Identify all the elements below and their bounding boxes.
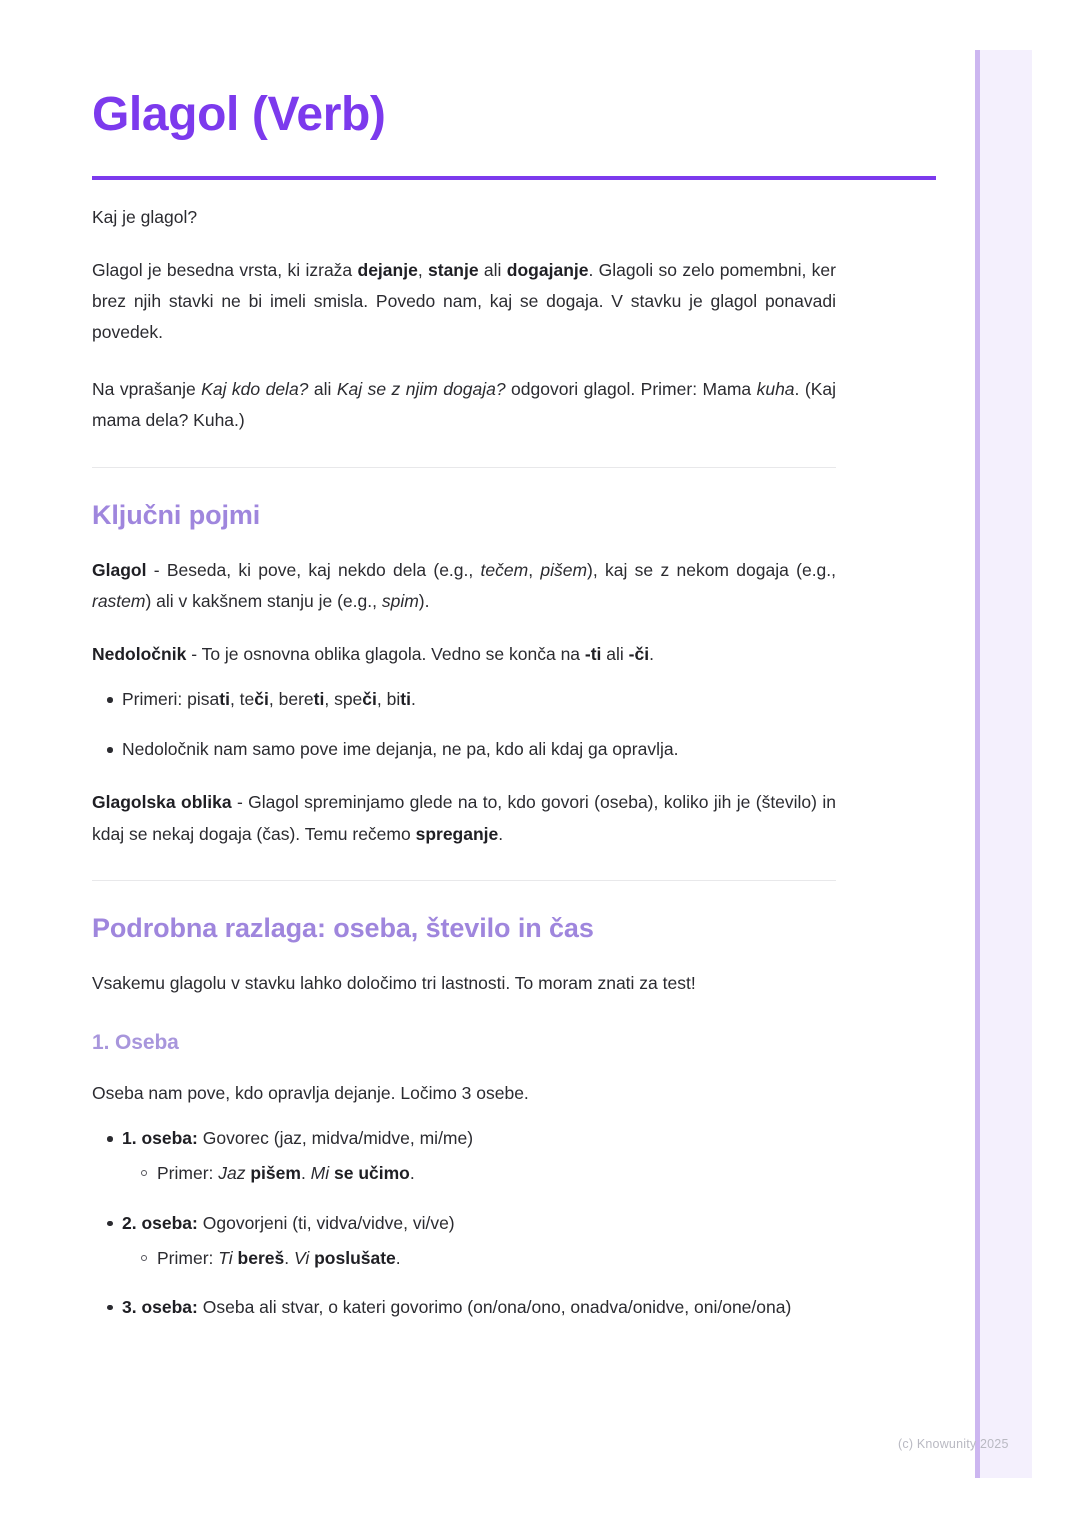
intro-p2-italic-question-2: Kaj se z njim dogaja? (336, 379, 506, 400)
oseba-2-verb-2: poslušate (309, 1247, 396, 1268)
key-term-glagol-example-4: spim (381, 590, 419, 611)
intro-p1-c: , (417, 259, 429, 280)
spacer (92, 1056, 836, 1078)
primeri-bold-1: ti (219, 689, 230, 710)
spacer (92, 533, 836, 555)
spacer (92, 999, 836, 1029)
intro-p2-italic-question-1: Kaj kdo dela? (201, 379, 309, 400)
spacer (92, 468, 836, 498)
spacer (92, 765, 836, 787)
primeri-text-5: , bi (376, 689, 401, 710)
spacer (92, 437, 836, 467)
oseba-2-example-list (122, 1243, 836, 1273)
key-term-nedolocnik-a: - To je osnovna oblika glagola. Vedno se konča na (186, 643, 585, 664)
primeri-bold-2: či (254, 689, 269, 710)
primeri-bold-4: či (362, 689, 377, 710)
oseba-2-example-prefix: Primer: (157, 1247, 219, 1268)
oseba-1-text: Govorec (jaz, midva/midve, mi/me) (197, 1128, 474, 1149)
list-item (122, 684, 836, 715)
key-term-glagolska-oblika (92, 787, 836, 849)
intro-p1-a: Glagol je besedna vrsta, ki izraža (92, 259, 358, 280)
list-item (122, 1292, 836, 1323)
key-term-glagol-d: ) ali v kakšnem stanju je (e.g., (145, 590, 382, 611)
key-term-glagol-b: , (528, 559, 541, 580)
oseba-3-text: Oseba ali stvar, o kateri govorimo (on/ona/ono, onadva/onidve, oni/one/ona) (197, 1296, 792, 1317)
nedolocnik-bullet-list (92, 684, 836, 765)
term-spreganje: spreganje (415, 823, 499, 844)
intro-question: Kaj je glagol? (92, 206, 198, 227)
oseba-list (92, 1123, 836, 1323)
oseba-2-pronoun-1: Ti (218, 1247, 233, 1268)
key-term-nedolocnik-b: ali (601, 643, 629, 664)
oseba-1-verb-1: pišem (245, 1163, 301, 1184)
section-heading-key-terms: Ključni pojmi (92, 499, 261, 530)
intro-paragraph-1 (92, 255, 836, 348)
spacer (92, 617, 836, 639)
suffix-ti: -ti (584, 643, 602, 664)
intro-p1-bold-dogajanje: dogajanje (506, 259, 589, 280)
oseba-1-pronoun-1: Jaz (218, 1163, 246, 1184)
primeri-label: Primeri: pisa (122, 689, 220, 710)
oseba-3-label: 3. oseba: (122, 1296, 198, 1317)
key-term-glagol-example-3: rastem (92, 590, 146, 611)
subsection-heading-oseba: 1. Oseba (92, 1030, 179, 1054)
key-term-glagolska-oblika-c: . (498, 823, 504, 844)
list-item: Nedoločnik nam samo pove ime dejanja, ne pa, kdo ali kdaj ga opravlja. (122, 734, 836, 765)
intro-p2-a: Na vprašanje (92, 379, 202, 400)
intro-p1-d: ali (478, 259, 507, 280)
spacer (92, 348, 836, 374)
key-term-glagol (92, 555, 836, 617)
key-term-glagol-a: - Beseda, ki pove, kaj nekdo dela (e.g., (146, 559, 481, 580)
key-term-glagol-e: ). (418, 590, 430, 611)
oseba-1-example-list (122, 1158, 836, 1188)
key-term-glagolska-oblika-label: Glagolska oblika (92, 792, 232, 813)
oseba-2-example-mid: . (284, 1247, 294, 1268)
oseba-1-example-suffix: . (409, 1163, 415, 1184)
spacer (92, 233, 836, 255)
key-term-glagol-label: Glagol (92, 559, 147, 580)
key-term-glagolska-oblika-a: - Glagol spreminjamo glede na to, kdo govori (oseba), koliko jih je (število) in kdaj se nekaj dogaja (čas). Temu rečemo (92, 792, 836, 844)
oseba-2-pronoun-2: Vi (293, 1247, 310, 1268)
key-term-glagol-example-2: pišem (540, 559, 588, 580)
intro-p1-e: . Glagoli so zelo pomembni, ker brez njih stavki ne bi imeli smisla. Povedo nam, kaj se dogaja. V stavku je glagol ponavadi povedek. (92, 259, 836, 343)
intro-p1-bold-stanje: stanje (428, 259, 479, 280)
right-panel-edge (975, 50, 980, 1478)
intro-p2-d: . (Kaj mama dela? Kuha.) (92, 379, 836, 431)
primeri-period: . (410, 689, 416, 710)
copyright-watermark: (c) Knowunity 2025 (898, 1437, 1009, 1451)
oseba-2-verb-1: bereš (232, 1247, 285, 1268)
key-term-nedolocnik-label: Nedoločnik (92, 643, 187, 664)
intro-p2-italic-kuha: kuha (756, 379, 795, 400)
key-term-nedolocnik (92, 639, 836, 670)
primeri-text-3: , bere (268, 689, 314, 710)
spacer (92, 1109, 836, 1123)
page-title: Glagol (Verb) (92, 88, 386, 141)
oseba-2-label: 2. oseba: (122, 1212, 198, 1233)
oseba-2-example-suffix: . (395, 1247, 401, 1268)
oseba-1-verb-2: se učimo (329, 1163, 410, 1184)
oseba-1-example-prefix: Primer: (157, 1163, 219, 1184)
spacer (92, 850, 836, 880)
document-content (92, 0, 836, 1323)
list-item (122, 1208, 836, 1273)
primeri-bold-5: ti (400, 689, 411, 710)
list-item (157, 1243, 836, 1273)
intro-p2-c: odgovori glagol. Primer: Mama (505, 379, 757, 400)
spacer (92, 946, 836, 968)
oseba-2-text: Ogovorjeni (ti, vidva/vidve, vi/ve) (197, 1212, 455, 1233)
spacer (92, 881, 836, 911)
intro-paragraph-2 (92, 374, 836, 436)
intro-p1-bold-dejanje: dejanje (357, 259, 418, 280)
subsection-oseba-intro: Oseba nam pove, kdo opravlja dejanje. Ločimo 3 osebe. (92, 1083, 529, 1104)
primeri-text-4: , spe (324, 689, 363, 710)
intro-p2-b: ali (308, 379, 337, 400)
list-item (122, 1123, 836, 1188)
oseba-1-pronoun-2: Mi (310, 1163, 330, 1184)
primeri-text-2: , te (229, 689, 255, 710)
key-term-glagol-c: ), kaj se z nekom dogaja (e.g., (587, 559, 837, 580)
oseba-1-example-mid: . (300, 1163, 311, 1184)
suffix-ci: -či (628, 643, 650, 664)
spacer (92, 670, 836, 684)
key-term-nedolocnik-c: . (649, 643, 654, 664)
primeri-bold-3: ti (313, 689, 325, 710)
oseba-1-label: 1. oseba: (122, 1128, 198, 1149)
right-decorative-panel (975, 50, 1032, 1478)
detailed-intro: Vsakemu glagolu v stavku lahko določimo tri lastnosti. To moram znati za test! (92, 972, 696, 993)
list-item (157, 1158, 836, 1188)
section-heading-detailed: Podrobna razlaga: oseba, število in čas (92, 912, 594, 943)
key-term-glagol-example-1: tečem (480, 559, 529, 580)
